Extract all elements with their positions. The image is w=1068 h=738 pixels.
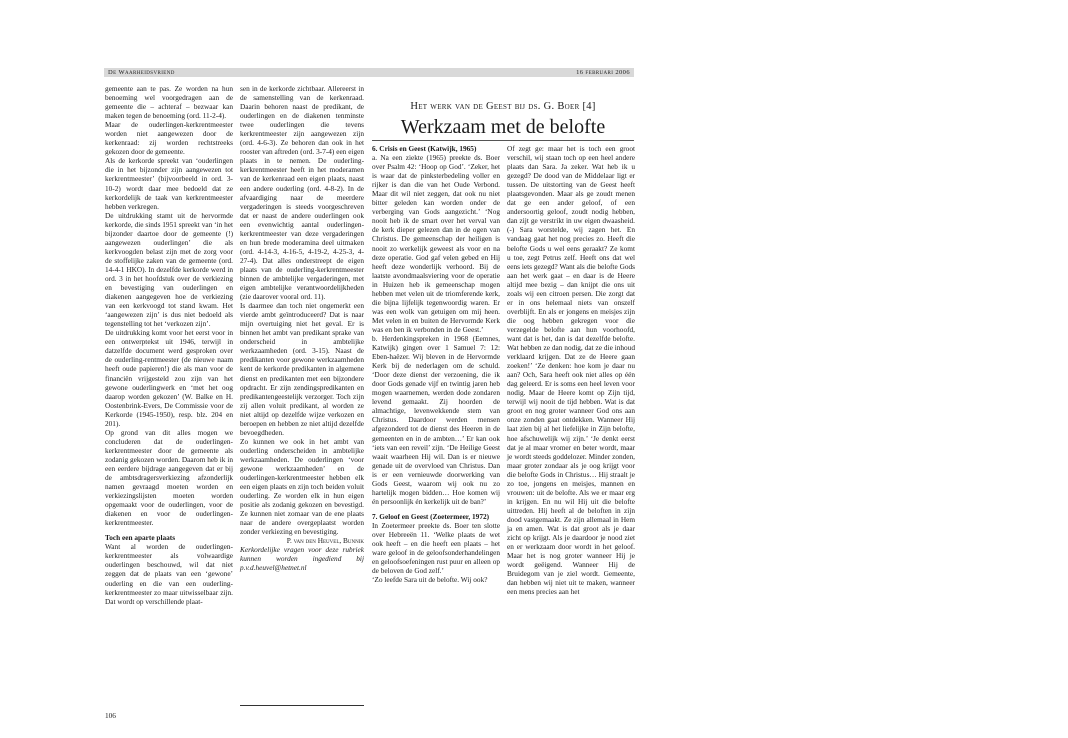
- article-kicker: Het werk van de Geest bij ds. G. Boer [4]: [410, 101, 596, 112]
- publication-name: De Waarheidsvriend: [108, 69, 175, 76]
- column-3: [372, 144, 500, 584]
- col2-paragraph: Zo kunnen we ook in het ambt van ouderling onderscheiden in ambtelijke werkzaamheden. De ouderlingen ‘voor gewone werkzaamheden’ en de ouderlingen-kerkrentmeester hebben elk een eigen plaats en zijn toch beiden voluit ouderling. Ze worden elk in hun eigen positie als zodanig gekozen en bevestigd. Ze kunnen niet zomaar van de ene plaats naar de andere overgeplaatst worden zonder verkiezing en bevestiging.: [240, 436, 364, 537]
- article-title: Werkzaam met de belofte: [400, 116, 606, 138]
- column-2-bottom-rule: [240, 705, 364, 706]
- running-header: [104, 68, 634, 77]
- col4-paragraph: Of zegt ge: maar het is toch een groot verschil, wij staan toch op een heel andere plaats dan Sara. Ja zeker. Wat heb ik u gezegd? De dood van de Middelaar ligt er tussen. De uitstorting van de Geest heeft plaatsgevonden. Maar als ge zoudt menen dat ge een ander geloof, of een andersoortig geloof, zoudt nodig hebben, dan zijt ge verstrikt in uw eigen dwaasheid. (-) Sara worstelde, wij zagen het. En vandaag gaat het nog precies zo. Heeft die belofte Gods u wel eens geraakt? Ze komt u toe, zegt Petrus zelf. Heeft ons dat wel eens iets gezegd? Want als die belofte Gods aan het werk gaat – en daar is de Heere altijd mee bezig – dan knijpt die ons uit zoals wij een citroen persen. Die zorgt dat er in ons helemaal niets van onszelf overblijft. En als er jongens en meisjes zijn die oog hebben gekregen voor die verzegelde belofte aan hun voorhoofd, want dat is het, dan is dat dezelfde belofte. Wat hebben ze dan nodig, dat ze die inhoud verklaard krijgen. Dat ze de Heere gaan zoeken!’ ‘Ze denken: hoe kom je daar nu aan? Och, Sara heeft ook niet alles op één dag geleerd. Er is soms een heel leven voor nodig. Maar de Heere komt op Zijn tijd, terwijl wij nooit de tijd hebben. Wat is dat groot en nog groter wanneer God ons aan onze zonden gaat ontdekken. Wanneer Hij laat zien bij al het liefelijke in Zijn belofte, hoe afschuwelijk wij zijn.’ ‘Je denkt eerst dat je al maar vromer en beter wordt, maar je wordt steeds goddelozer. Minder zonden, maar groter zondaar als je oog krijgt voor die belofte Gods in Christus… Hij straalt je zo toe, jongens en meisjes, mannen en vrouwen: uit de belofte. Als we er maar erg in krijgen. En nu wil Hij uit die belofte uittreden. Hij heeft al de beloften in zijn dood vastgemaakt. Ze zijn allemaal in Hem ja en amen. Wat is dat groot als je daar zicht op krijgt. Als je daardoor je nood ziet en er werkzaam door wordt in het geloof. Maar het is nog groter wanneer Hij je wordt geëigend. Wanneer Hij de Bruidegom van je ziel wordt. Gemeente, dan hebben wij niet uit te maken, wanneer een mens precies aan het: [507, 144, 635, 597]
- author-signature: P. van den Heuvel, Bunnik: [286, 536, 364, 546]
- column-4: [507, 144, 635, 596]
- submission-note: Kerkordelijke vragen voor deze rubriek kunnen worden ingediend bij p.v.d.heuvel@hetnet.nl: [240, 545, 364, 573]
- col3-subheading: 7. Geloof en Geest (Zoetermeer, 1972): [372, 511, 490, 521]
- page-number: 106: [105, 711, 116, 720]
- col1-subheading: Toch een aparte plaats: [105, 533, 176, 543]
- col2-paragraph: sen in de kerkorde zichtbaar. Allereerst in de samenstelling van de kerkenraad. Daarin behoren naast de predikant, de ouderlingen en de diakenen tenminste twee ouderlingen die tevens kerkrentmeester zijn aangewezen zijn (ord. 4-6-3). Ze behoren dan ook in het rooster van aftreden (ord. 3-7-4) een eigen plaats in te nemen. De ouderling-kerkrentmeester heeft in het moderamen van de kerkenraad een eigen plaats, naast een andere ouderling (ord. 4-8-2). In de afvaardiging naar de meerdere vergaderingen is steeds voorgeschreven dat er naast de andere ouderlingen ook een evenwichtig aantal ouderlingen-kerkrentmeester van deze vergaderingen en hun brede moderamina deel uitmaken (ord. 4-14-3, 4-16-5, 4-19-2, 4-25-3, 4-27-4). Dat alles onderstreept de eigen plaats van de ouderling-kerkrentmeester binnen de ambtelijke vergaderingen, met eigen ambtelijke verantwoordelijkheden (zie daarover vooral ord. 11).: [240, 84, 364, 302]
- col1-paragraph: Op grond van dit alles mogen we concluderen dat de ouderlingen-kerkrentmeester door de gemeente als zodanig gekozen worden. Daarom heb ik in een eerdere bijdrage aangegeven dat er bij de ambtsdragersverkiezing afzonderlijk namen gevraagd moeten worden en verkiezingslijsten moeten worden opgemaakt voor de ouderlingen, voor de diakenen en voor de ouderlingen-kerkrentmeester.: [105, 427, 233, 528]
- col1-paragraph: Maar de ouderlingen-kerkrentmeester worden niet aangewezen door de kerkenraad: zij worden rechtstreeks gekozen door de gemeente.: [105, 120, 233, 157]
- issue-date: 16 februari 2006: [576, 69, 630, 76]
- col1-paragraph: Want al worden de ouderlingen-kerkrentmeester als volwaardige ouderlingen beschouwd, wil dat niet zeggen dat de plaats van een ‘gewone’ ouderling en die van een ouderling-kerkrentmeester zo maar uitwisselbaar zijn. Dat wordt op verschillende plaat-: [105, 542, 233, 606]
- col3-paragraph: b. Herdenkingspreken in 1968 (Eemnes, Katwijk) gingen over 1 Samuel 7: 12: Eben-haëzer. Wij bleven in de Hervormde Kerk bij de nederlagen om de schuld. ‘Door deze dienst der verzoening, die ik door Gods genade vijf en twintig jaren heb mogen waarnemen, werden dode zondaren levend gemaakt. Zij hoorden de almachtige, levenwekkende stem van Christus. Daardoor werden mensen afgezonderd tot de dienst des Heeren in de gemeenten en in de ambten…’ Er kan ook ‘iets van een reveil’ zijn. ‘De Heilige Geest waait waarheen Hij wil. Dan is er nieuwe genade uit de overvloed van Christus. Dan is er een vernieuwde doorwerking van Gods Geest, waarom wij ook nu zo hartelijk mogen bidden… Hoe komen wij én persoonlijk én kerkelijk uit de ban?’: [372, 333, 500, 506]
- col3-paragraph: a. Na een ziekte (1965) preekte ds. Boer over Psalm 42: ‘Hoop op God’. ‘Zeker, het is waar dat de pinksterbedeling voller en rijker is dan die van het Oude Verbond. Maar dit wil niet zeggen, dat ook nu niet bitter geleden kan worden onder de verberging van Gods aangezicht.’ ‘Nog nooit heb ik de smart over het verval van de kerk dieper gelezen dan in de ogen van Christus. De gemeenschap der heiligen is nooit zo werkelijk geweest als voor en na deze operatie. God gaf velen gebed en Hij heeft deze wonderlijk verhoord. Bij de laatste avondmaalsviering voor de operatie in Huizen heb ik gemeenschap mogen hebben met velen uit de triomferende kerk, die bijna lijfelijk tegenwoordig waren. Er was een wolk van getuigen om mij heen. Met velen in en buiten de Hervormde Kerk was en ben ik verbonden in de Geest.’: [372, 153, 500, 334]
- col2-paragraph: Is daarmee dan toch niet ongemerkt een vierde ambt geïntroduceerd? Dat is naar mijn overtuiging niet het geval. Er is binnen het ambt van predikant sprake van onderscheid in ambtelijke werkzaamheden (ord. 3-15). Naast de predikanten voor gewone werkzaamheden kent de kerkorde predikanten in algemene dienst en predikanten met een bijzondere opdracht. Er zijn zendingspredikanten en predikantengeestelijk verzorger. Toch zijn zij allen voluit predikant, al worden ze niet altijd op dezelfde wijze verkozen en beroepen en hebben ze niet altijd dezelfde bevoegdheden.: [240, 301, 364, 437]
- col3-paragraph: In Zoetermeer preekte ds. Boer ten slotte over Hebreeën 11. ‘Welke plaats de wet ook heeft – en die heeft een plaats – het ware geloof in de geloofsonderhandelingen en geloofsoefeningen rust puur en alleen op de beloven de God zelf.’: [372, 520, 500, 576]
- column-2: [240, 84, 364, 573]
- col1-paragraph: De uitdrukking stamt uit de hervormde kerkorde, die sinds 1951 spreekt van ‘in het bijzonder daartoe door de gemeente (!) aangewezen ouderlingen’ die als kerkvoogden belast zijn met de zorg voor de stoffelijke zaken van de gemeente (ord. 14-4-1 HKO). In dezelfde kerkorde werd in ord. 3 in het hoofdstuk over de verkiezing en bevestiging van ouderlingen en diakenen aangegeven hoe de verkiezing van een kerkvoogd tot stand kwam. Het ‘aangewezen zijn’ is dus niet bedoeld als tegenstelling tot het ‘verkozen zijn’.: [105, 210, 233, 329]
- col1-paragraph: Als de kerkorde spreekt van ‘ouderlingen die in het bijzonder zijn aangewezen tot kerkrentmeester’ (bijvoorbeeld in ord. 3-10-2) wordt daar mee bedoeld dat ze kerkordelijk de taak van kerkrentmeester hebben verkregen.: [105, 156, 233, 211]
- title-rule: [372, 140, 634, 141]
- col1-paragraph: De uitdrukking komt voor het eerst voor in een ontwerptekst uit 1946, terwijl in datzelfde document werd gesproken over de ouderling-rentmeester (de nieuwe naam heeft oude papieren!) die als man voor de financiën vrijgesteld zou zijn van het gewone ouderlingwerk en ‘met het oog daarop worden gekozen’ (W. Balke en H. Oostenbrink-Evers, De Commissie voor de Kerkorde (1945-1950), resp. blz. 204 en 201).: [105, 328, 233, 428]
- col3-subheading: 6. Crisis en Geest (Katwijk, 1965): [372, 144, 477, 153]
- col3-paragraph: ‘Zo leefde Sara uit de belofte. Wij ook?: [372, 575, 488, 585]
- col1-paragraph: gemeente aan te pas. Ze worden na hun benoeming wel voorgedragen aan de gemeente die – achteraf – bezwaar kan maken tegen de benoeming (ord. 11-2-4).: [105, 84, 233, 121]
- column-1: [105, 84, 233, 606]
